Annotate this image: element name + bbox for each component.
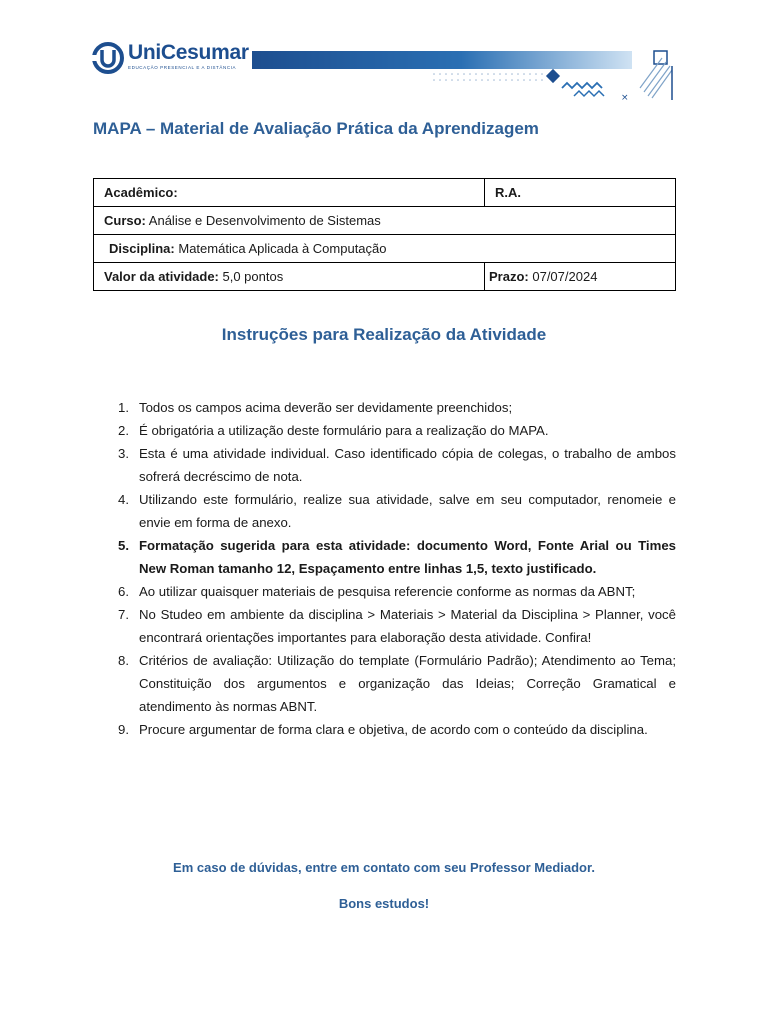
list-item bbox=[104, 718, 676, 741]
item-number: 3. bbox=[118, 446, 129, 461]
item-number: 1. bbox=[118, 400, 129, 415]
prazo-label: Prazo: bbox=[489, 269, 529, 284]
item-text: Procure argumentar de forma clara e objetiva, de acordo com o conteúdo da disciplina. bbox=[139, 722, 648, 737]
ra-cell[interactable] bbox=[485, 179, 676, 207]
valor-value: 5,0 pontos bbox=[222, 269, 284, 284]
logo-name: UniCesumar bbox=[128, 41, 249, 64]
item-text: No Studeo em ambiente da disciplina > Materiais > Material da Disciplina > Planner, você encontrará orientações importantes para elaboração desta atividade. Confira! bbox=[139, 607, 676, 645]
table-row bbox=[94, 263, 676, 291]
table-row bbox=[94, 179, 676, 207]
list-item bbox=[104, 534, 676, 580]
svg-text:×: × bbox=[621, 93, 629, 102]
instructions-list bbox=[104, 396, 676, 741]
list-item bbox=[104, 396, 676, 419]
logo-tagline: EDUCAÇÃO PRESENCIAL E A DISTÂNCIA bbox=[128, 65, 237, 70]
item-text: Critérios de avaliação: Utilização do template (Formulário Padrão); Atendimento ao Tema; Constituição dos argumentos e organização das Ideias; Correção Gramatical e atendimento às normas ABNT. bbox=[139, 653, 676, 714]
table-row bbox=[94, 235, 676, 263]
prazo-cell bbox=[485, 263, 676, 291]
item-text: Utilizando este formulário, realize sua atividade, salve em seu computador, renomeie e envie em forma de anexo. bbox=[139, 492, 676, 530]
ra-label: R.A. bbox=[495, 185, 521, 200]
curso-cell bbox=[94, 207, 676, 235]
valor-cell bbox=[94, 263, 485, 291]
valor-label: Valor da atividade: bbox=[104, 269, 219, 284]
curso-label: Curso: bbox=[104, 213, 146, 228]
list-item bbox=[104, 442, 676, 488]
banner-decoration bbox=[422, 40, 676, 102]
unicesumar-logo bbox=[92, 42, 249, 74]
item-text: Formatação sugerida para esta atividade: documento Word, Fonte Arial ou Times New Roman tamanho 12, Espaçamento entre linhas 1,5, texto justificado. bbox=[139, 538, 676, 576]
list-item bbox=[104, 488, 676, 534]
contact-note: Em caso de dúvidas, entre em contato com seu Professor Mediador. bbox=[173, 860, 595, 875]
academico-label: Acadêmico: bbox=[104, 185, 178, 200]
disciplina-cell bbox=[94, 235, 676, 263]
item-text: É obrigatória a utilização deste formulário para a realização do MAPA. bbox=[139, 423, 549, 438]
item-number: 4. bbox=[118, 492, 129, 507]
section-title: Instruções para Realização da Atividade bbox=[221, 325, 547, 344]
list-item bbox=[104, 419, 676, 442]
item-number: 5. bbox=[118, 538, 129, 553]
disciplina-label: Disciplina: bbox=[109, 241, 175, 256]
table-row bbox=[94, 207, 676, 235]
list-item bbox=[104, 580, 676, 603]
header-banner bbox=[92, 40, 676, 102]
disciplina-value: Matemática Aplicada à Computação bbox=[178, 241, 387, 256]
list-item bbox=[104, 603, 676, 649]
prazo-value: 07/07/2024 bbox=[532, 269, 598, 284]
item-number: 7. bbox=[118, 607, 129, 622]
item-text: Todos os campos acima deverão ser devidamente preenchidos; bbox=[139, 400, 513, 415]
item-text: Esta é uma atividade individual. Caso identificado cópia de colegas, o trabalho de ambos sofrerá decréscimo de nota. bbox=[139, 446, 676, 484]
item-text: Ao utilizar quaisquer materiais de pesquisa referencie conforme as normas da ABNT; bbox=[139, 584, 636, 599]
item-number: 9. bbox=[118, 722, 129, 737]
student-info-table bbox=[93, 178, 676, 291]
academico-cell[interactable] bbox=[94, 179, 485, 207]
item-number: 6. bbox=[118, 584, 129, 599]
unicesumar-logo-icon bbox=[92, 42, 124, 74]
item-number: 8. bbox=[118, 653, 129, 668]
item-number: 2. bbox=[118, 423, 129, 438]
document-title: MAPA – Material de Avaliação Prática da Aprendizagem bbox=[93, 119, 539, 138]
curso-value: Análise e Desenvolvimento de Sistemas bbox=[148, 213, 381, 228]
list-item bbox=[104, 649, 676, 718]
closing-note: Bons estudos! bbox=[338, 896, 430, 911]
